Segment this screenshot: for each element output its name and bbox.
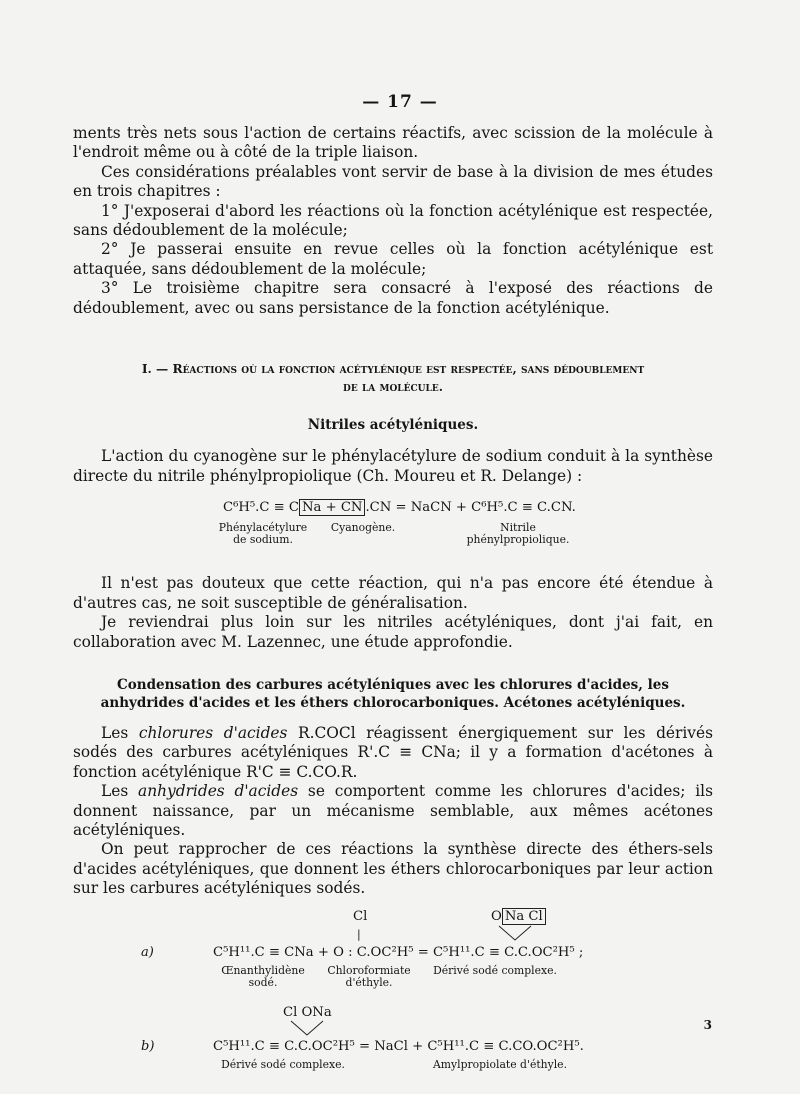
equation-top-group: Cl ONa [283,1004,332,1020]
equation-caption: Chloroformiate d'éthyle. [327,963,411,989]
list-item: 2° Je passerai ensuite en revue celles où la fonction acétylénique est attaquée, sans dédoublement de la molécule; [73,240,713,278]
bond-vee-icon [495,925,535,943]
list-item: 1° J'exposerai d'abord les réactions où la fonction acétylénique est respectée, sans dédoublement de la molécule; [73,201,713,240]
equation-cyanogen [73,494,713,560]
paragraph: On peut rapprocher de ces réactions la synthèse directe des éthers-sels d'acides acétyléniques, que donnent les éthers chlorocarboniques par leur action sur les carbures acétyléniques sodés. [73,840,713,898]
section-heading-line: de la molécule. [343,380,443,395]
paragraph: Ces considérations préalables vont servir de base à la division de mes études en trois chapitres : [73,162,713,201]
bond-line-icon: | [357,927,361,941]
paragraph: L'action du cyanogène sur le phénylacétylure de sodium conduit à la synthèse directe du nitrile phénylpropiolique (Ch. Moureu et R. Delange) : [73,447,713,485]
section-heading [73,360,713,396]
equation-caption: Dérivé sodé complexe. [221,1057,345,1071]
equation-line: C⁵H¹¹.C ≡ C.C.OC²H⁵ = NaCl + C⁵H¹¹.C ≡ C.CO.OC²H⁵. [213,1038,584,1054]
subsection-heading: Condensation des carbures acétyléniques avec les chlorures d'acides, les anhydrides d'acides et les éthers chlorocarboniques. Acétones acétyléniques. [100,676,686,711]
bond-vee-icon [287,1020,327,1038]
equation-caption: Œnanthylidène sodé. [221,963,305,989]
equation-caption: Amylpropiolate d'éthyle. [432,1057,567,1071]
paragraph: Les anhydrides d'acides se comportent comme les chlorures d'acides; ils donnent naissance, par un mécanisme semblable, aux mêmes acétones acétyléniques. [73,782,713,839]
equation-caption: Cyanogène. [330,521,396,535]
equation-line [223,498,576,517]
equation-label: a) [141,944,154,960]
section-heading-line: I. — Réactions où la fonction acétylénique est respectée, sans dédoublement [141,362,645,377]
equation-caption: Nitrile phénylpropiolique. [466,521,570,547]
paragraph: Je reviendrai plus loin sur les nitriles acétyléniques, dont j'ai fait, en collaboration avec M. Lazennec, une étude approfondie. [73,613,713,651]
equation-caption: Phénylacétylure de sodium. [218,521,308,547]
paragraph: Il n'est pas douteux que cette réaction, qui n'a pas encore été étendue à d'autres cas, ne soit susceptible de généralisation. [73,574,713,612]
equation-caption: Dérivé sodé complexe. [433,963,557,977]
body-text [73,124,713,1083]
equation-term: C⁶H⁵.C ≡ C [223,500,299,516]
equation-top-cl: Cl [353,908,368,924]
equation-top-group: O Na Cl [491,907,546,926]
equation-boxed-term: Na + CN [299,499,365,516]
paragraph: ments très nets sous l'action de certains réactifs, avec scission de la molécule à l'endroit même ou à côté de la triple liaison. [73,124,713,162]
page-number: — 17 — [362,92,438,112]
paragraph: Les chlorures d'acides R.COCl réagissent énergiquement sur les dérivés sodés des carbures acétyléniques R'.C ≡ CNa; il y a formation d'acétones à fonction acétylénique R'C ≡ C.CO.R. [73,723,714,781]
subsection-heading: Nitriles acétyléniques. [307,417,479,434]
equation-label: b) [141,1038,155,1054]
equation-boxed-term: Na Cl [502,908,546,925]
list-item: 3° Le troisième chapitre sera consacré à l'exposé des réactions de dédoublement, avec ou sans persistance de la fonction acétylénique. [73,279,713,317]
footer-mark: 3 [703,1018,712,1032]
equation-b [73,1003,713,1083]
equation-line: C⁵H¹¹.C ≡ CNa + O : C.OC²H⁵ = C⁵H¹¹.C ≡ C.C.OC²H⁵ ; [213,944,584,960]
equation-a [73,907,713,1003]
equation-term: .CN = NaCN + C⁶H⁵.C ≡ C.CN. [365,500,576,516]
